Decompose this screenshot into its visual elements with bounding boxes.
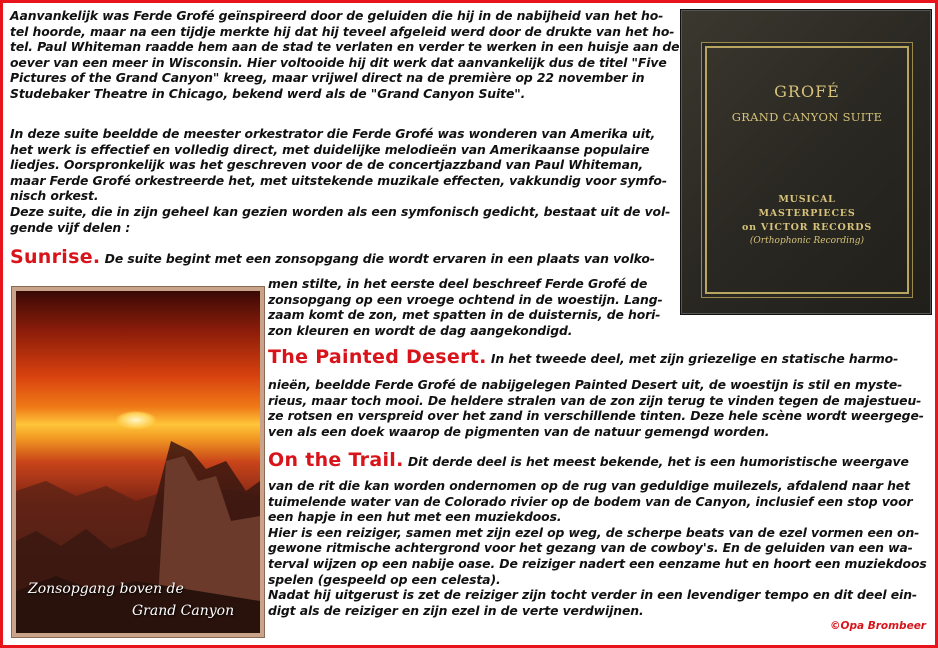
trail-body [268,478,927,618]
album-label-line: MASTERPIECES [758,208,856,219]
text-line: Deze suite, die in zijn geheel kan gezien worden als een symfonisch gedicht, bestaat uit de vol- [10,203,671,219]
trail-first-line: Dit derde deel is het meest bekende, het is een humoristische weergave [407,454,909,469]
text-line: zonsopgang op een vroege ochtend in de woestijn. Lang- [268,291,663,307]
text-line: zaam komt de zon, met spatten in de duisternis, de hori- [268,307,661,323]
text-line: van de rit die kan worden ondernomen op de rug van geduldige muilezels, afdalend naar het [268,478,910,493]
text-line: ze rotsen en verspreid over het zand in verschillende tinten. Deze hele scène wordt weergege- [268,408,924,424]
text-line: nisch orkest. [10,188,99,204]
grand-canyon-sunrise-photo [12,287,264,637]
text-line: oever van een meer in Wisconsin. Hier voltooide hij dit werk dat aanvankelijk dus de titel "Five [10,54,667,70]
text-line: men stilte, in het eerste deel beschreef Ferde Grofé de [268,276,648,291]
text-line: Aanvankelijk was Ferde Grofé geïnspireerd door de geluiden die hij in de nabijheid van het ho- [10,8,664,23]
author-credit: ©Opa Brombeer [830,620,926,632]
text-line: maar Ferde Grofé orkestreerde het, met uitstekende muzikale effecten, vakkundig voor symfo- [10,172,667,188]
sunrise-first-line: De suite begint met een zonsopgang die wordt ervaren in een plaats van volko- [104,251,655,266]
suite-paragraph [10,126,678,235]
sunrise-section [10,246,655,268]
text-line: Hier is een reiziger, samen met zijn ezel op weg, de scherpe beats van de ezel vormen een on- [268,524,920,540]
sunrise-body [268,276,663,338]
text-line: zon kleuren en wordt de dag aangekondigd. [268,322,573,338]
text-line: Nadat hij uitgerust is zet de reiziger zijn tocht verder in een levendiger tempo en dit deel ein- [268,587,917,603]
text-line: liedjes. Oorspronkelijk was het geschreven voor de de concertjazzband van Paul Whiteman, [10,157,644,173]
text-line: Studebaker Theatre in Chicago, bekend werd als de "Grand Canyon Suite". [10,85,526,101]
text-line: tel hoorde, maar na een tijdje merkte hij dat hij teveel afgeleid werd door de drukte van het ho- [10,23,675,39]
photo-caption-line2: Grand Canyon [132,603,235,619]
text-line: tel. Paul Whiteman raadde hem aan de stad te verlaten en verder te werken in een huisje aan de [10,39,680,55]
text-line: nieën, beeldde Ferde Grofé de nabijgelegen Painted Desert uit, de woestijn is stil en myste- [268,377,903,392]
text-line: ven als een doek waarop de pigmenten van de natuur gemengd worden. [268,423,770,439]
album-subtitle: GRAND CANYON SUITE [731,110,883,124]
album-title: GROFÉ [774,82,840,101]
album-label-line: on VICTOR RECORDS [741,222,873,233]
intro-paragraph [10,8,678,102]
album-cover-image [680,9,932,315]
sunrise-heading: Sunrise. [10,246,101,268]
text-line: spelen (gespeeld op een celesta). [268,571,501,587]
text-line: In deze suite beeldde de meester orkestrator die Ferde Grofé was wonderen van Amerika uit, [10,126,656,141]
trail-section [268,449,909,471]
desert-section [268,346,899,368]
text-line: Pictures of the Grand Canyon" kreeg, maar vrijwel direct na de première op 22 november in [10,70,645,86]
text-line: terval wijzen op een nabije oase. De reiziger nadert een eenzame hut en hoort een muziekdoos [268,555,927,571]
desert-heading: The Painted Desert. [268,346,487,368]
desert-body [268,377,924,439]
text-line: het werk is effectief en volledig direct, met duidelijke melodieën van Amerikaanse populaire [10,141,650,157]
desert-first-line: In het tweede deel, met zijn griezelige en statische harmo- [490,351,899,366]
text-line: gewone ritmische achtergrond voor het gezang van de cowboy's. En de geluiden van een wa- [268,540,913,556]
photo-caption-line1: Zonsopgang boven de [28,581,184,597]
album-cover-frame [705,46,909,294]
text-line: een hapje in een hut met een muziekdoos. [268,509,562,525]
album-label-line: (Orthophonic Recording) [749,236,865,246]
trail-heading: On the Trail. [268,449,404,471]
text-line: tuimelende water van de Colorado rivier op de bodem van de Canyon, inclusief een stop voor [268,493,913,509]
text-line: digt als de reiziger en zijn ezel in de verte verdwijnen. [268,602,644,618]
text-line: gende vijf delen : [10,219,131,235]
text-line: rieus, maar toch mooi. De heldere stralen van de zon zijn terug te vinden tegen de majestueu- [268,392,922,408]
album-label-line: MUSICAL [778,194,836,205]
